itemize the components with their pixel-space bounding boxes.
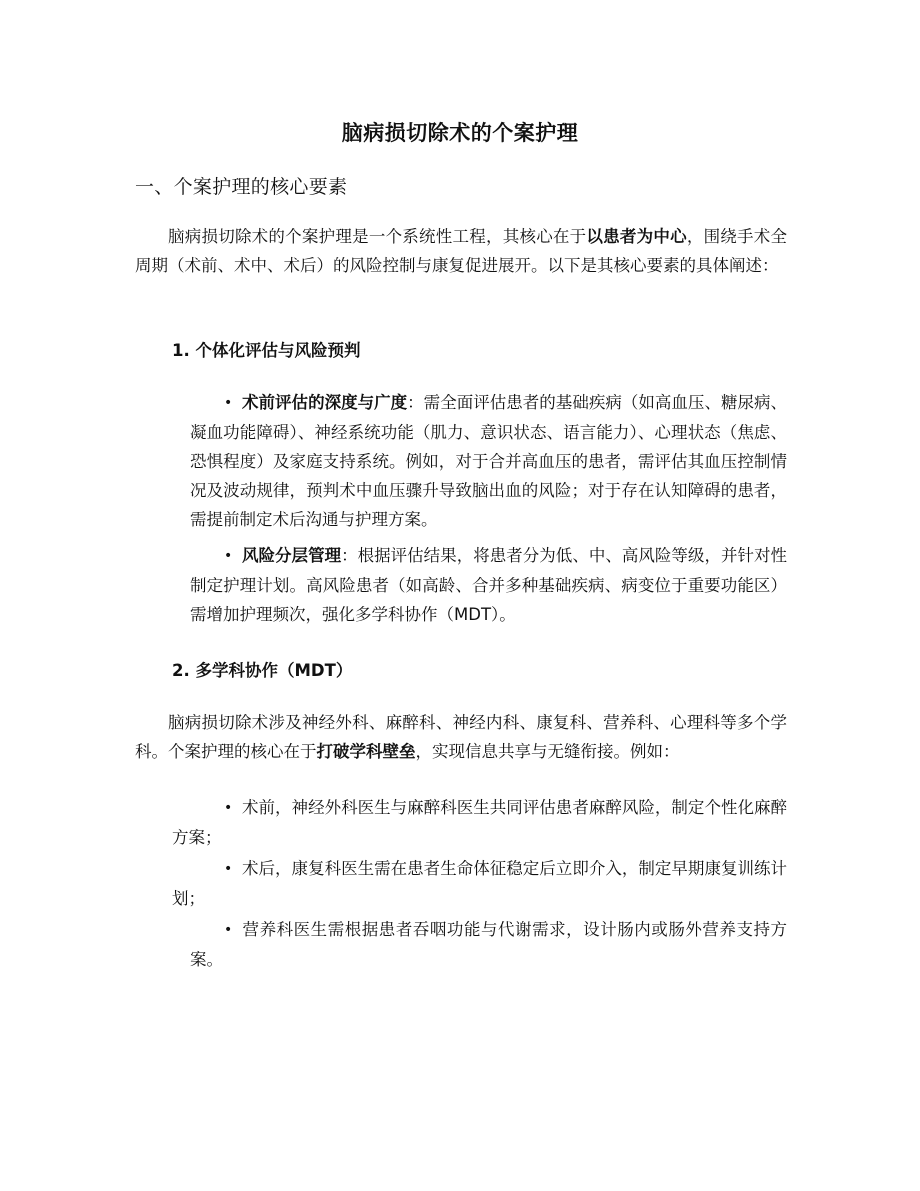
bullet-dot-icon: • (224, 395, 233, 411)
bullet-dot-icon: • (224, 922, 233, 938)
mdt-text-after: ，实现信息共享与无缝衔接。例如： (415, 742, 680, 761)
bullet-preop-anesthesia (172, 793, 787, 852)
intro-text-after: ，围绕手术全周期（术前、术中、术后）的风险控制与康复促进展开。以下是其核心要素的具体阐述： (135, 227, 788, 275)
mdt-bold-text: 打破学科壁垒 (316, 742, 416, 761)
bullet-bold-label: 术前评估的深度与广度 (242, 393, 408, 412)
subheading-mdt: 2. 多学科协作（MDT） (172, 661, 353, 680)
mdt-text-before: 脑病损切除术涉及神经外科、麻醉科、神经内科、康复科、营养科、心理科等多个学科。个案护理的核心在于 (135, 713, 787, 761)
bullet-text: 营养科医生需根据患者吞咽功能与代谢需求，设计肠内或肠外营养支持方案。 (190, 920, 787, 969)
section-heading-core-elements: 一、个案护理的核心要素 (135, 176, 348, 198)
bullet-text: 术后，康复科医生需在患者生命体征稳定后立即介入，制定早期康复训练计划； (172, 859, 787, 908)
bullet-dot-icon: • (224, 800, 233, 816)
subheading-assessment: 1. 个体化评估与风险预判 (172, 341, 361, 360)
bullet-text: ：需全面评估患者的基础疾病（如高血压、糖尿病、凝血功能障碍）、神经系统功能（肌力、意识状态、语言能力）、心理状态（焦虑、恐惧程度）及家庭支持系统。例如，对于合并高血压的患者，需评估其血压控制情况及波动规律，预判术中血压骤升导致脑出血的风险；对于存在认知障碍的患者，需提前制定术后沟通与护理方案。 (190, 393, 788, 529)
bullet-text: ：根据评估结果，将患者分为低、中、高风险等级，并针对性制定护理计划。高风险患者（如高龄、合并多种基础疾病、病变位于重要功能区）需增加护理频次，强化多学科协作（MDT）。 (190, 546, 788, 624)
mdt-paragraph (135, 708, 787, 766)
bullet-dot-icon: • (224, 548, 233, 564)
bullet-dot-icon: • (224, 861, 233, 877)
document-title: 脑病损切除术的个案护理 (341, 121, 579, 145)
intro-text-before: 脑病损切除术的个案护理是一个系统性工程，其核心在于 (168, 227, 587, 246)
bullet-nutrition (190, 915, 787, 974)
intro-bold-text: 以患者为中心 (586, 227, 687, 246)
bullet-bold-label: 风险分层管理 (242, 546, 342, 565)
bullet-risk-stratification (190, 541, 787, 629)
intro-paragraph (135, 222, 787, 280)
bullet-postop-rehab (172, 854, 787, 913)
bullet-preop-assessment (190, 388, 787, 534)
bullet-text: 术前，神经外科医生与麻醉科医生共同评估患者麻醉风险，制定个性化麻醉方案； (172, 798, 787, 847)
